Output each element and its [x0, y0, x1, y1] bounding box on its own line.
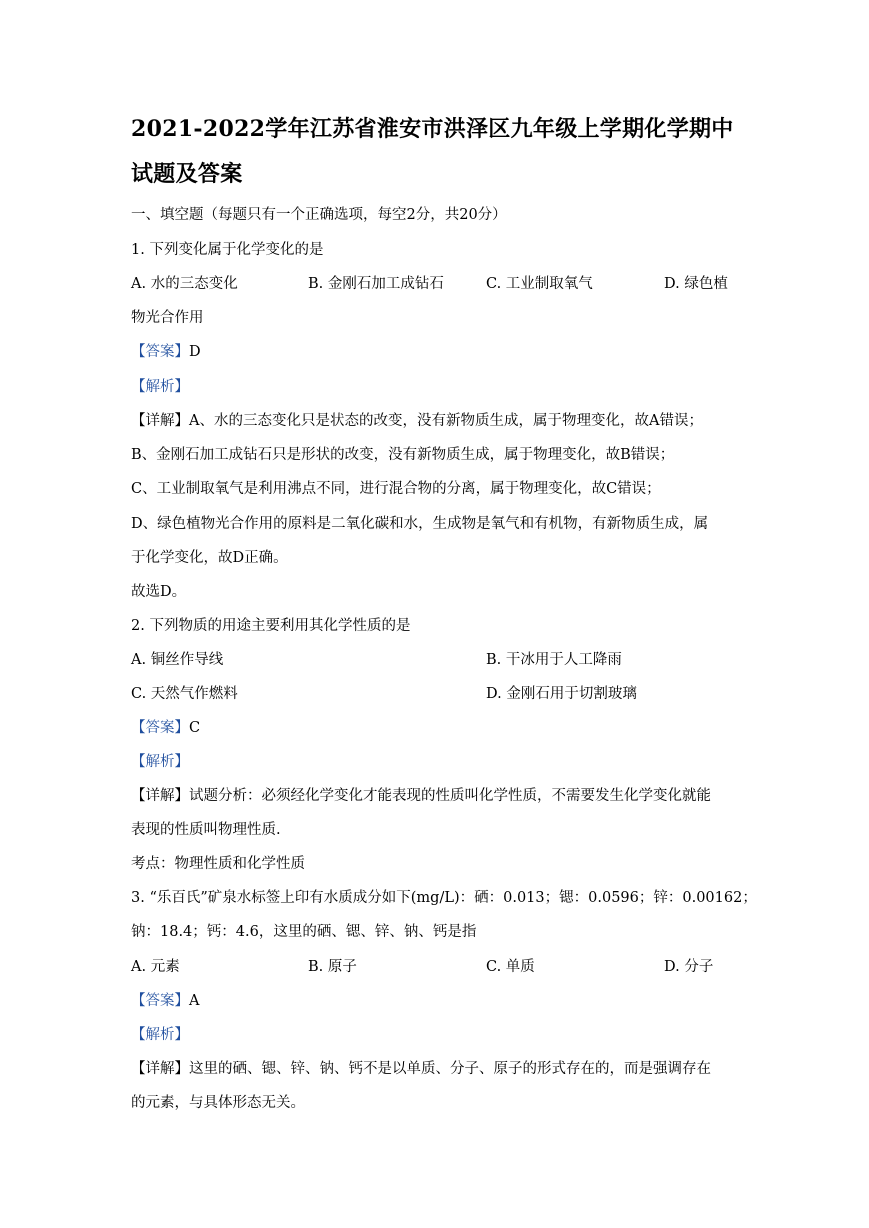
q2-option-a: A. 铜丝作导线	[131, 652, 224, 668]
q1-answer	[131, 340, 201, 361]
q3-detail-text: 这里的硒、锶、锌、钠、钙不是以单质、分子、原子的形式存在的，而是强调存在	[189, 1061, 711, 1077]
q2-answer-value: C	[189, 720, 201, 736]
q3-option-a: A. 元素	[131, 959, 180, 975]
q3-answer-value: A	[189, 993, 200, 1009]
q1-detail-line	[131, 409, 703, 430]
section-heading: 一、填空题（每题只有一个正确选项，每空2分，共20分）	[131, 207, 507, 223]
q2-kaodian: 考点：物理性质和化学性质	[131, 856, 305, 872]
document-title-line2: 试题及答案	[131, 161, 243, 187]
q1-options	[131, 272, 739, 292]
q1-analysis-label: 【解析】	[131, 379, 189, 395]
q1-detail-text: A、水的三态变化只是状态的改变，没有新物质生成，属于物理变化，故A错误；	[189, 413, 703, 429]
q2-option-c: C. 天然气作燃料	[131, 686, 238, 702]
q3-stem: 3. “乐百氏”矿泉水标签上印有水质成分如下(mg/L)：硒：0.013；锶：0.0596；锌：0.00162；	[131, 890, 757, 906]
q2-options-row2	[131, 682, 739, 702]
q2-answer	[131, 716, 200, 737]
q1-option-a: A. 水的三态变化	[131, 276, 238, 292]
q2-options-row1	[131, 648, 739, 668]
q3-option-c: C. 单质	[486, 959, 535, 975]
q1-conclusion: 故选D。	[131, 584, 187, 600]
q2-option-b: B. 干冰用于人工降雨	[486, 652, 622, 668]
q1-detail-line: 于化学变化，故D正确。	[131, 550, 288, 566]
q1-option-d: D. 绿色植	[664, 276, 728, 292]
q1-option-c: C. 工业制取氧气	[486, 276, 593, 292]
q2-option-d: D. 金刚石用于切割玻璃	[486, 686, 637, 702]
q2-detail-text: 试题分析：必须经化学变化才能表现的性质叫化学性质，不需要发生化学变化就能	[189, 788, 711, 804]
detail-label: 【详解】	[131, 413, 189, 429]
q3-analysis-label: 【解析】	[131, 1027, 189, 1043]
q1-detail-line: D、绿色植物光合作用的原料是二氧化碳和水，生成物是氧气和有机物，有新物质生成，属	[131, 516, 709, 532]
q1-detail-line: C、工业制取氧气是利用沸点不同，进行混合物的分离，属于物理变化，故C错误；	[131, 481, 661, 497]
document-title-line1: 2021-2022学年江苏省淮安市洪泽区九年级上学期化学期中	[131, 116, 734, 142]
q3-option-d: D. 分子	[664, 959, 714, 975]
q3-detail-line: 的元素，与具体形态无关。	[131, 1095, 305, 1111]
q3-answer	[131, 989, 199, 1010]
q1-detail-line: B、金刚石加工成钻石只是形状的改变，没有新物质生成，属于物理变化，故B错误；	[131, 447, 675, 463]
q2-detail-line	[131, 784, 711, 805]
q1-option-b: B. 金刚石加工成钻石	[308, 276, 444, 292]
q3-stem: 钠：18.4；钙：4.6，这里的硒、锶、锌、钠、钙是指	[131, 924, 477, 940]
q2-detail-line: 表现的性质叫物理性质.	[131, 822, 281, 838]
answer-label: 【答案】	[131, 344, 189, 360]
q2-stem: 2. 下列物质的用途主要利用其化学性质的是	[131, 618, 411, 634]
q1-stem: 1. 下列变化属于化学变化的是	[131, 242, 324, 258]
q3-options	[131, 955, 739, 975]
q1-option-d-wrap: 物光合作用	[131, 310, 204, 326]
q3-detail-line	[131, 1057, 711, 1078]
detail-label: 【详解】	[131, 1061, 189, 1077]
detail-label: 【详解】	[131, 788, 189, 804]
answer-label: 【答案】	[131, 720, 189, 736]
q2-analysis-label: 【解析】	[131, 754, 189, 770]
answer-label: 【答案】	[131, 993, 189, 1009]
q1-answer-value: D	[189, 344, 201, 360]
q3-option-b: B. 原子	[308, 959, 357, 975]
